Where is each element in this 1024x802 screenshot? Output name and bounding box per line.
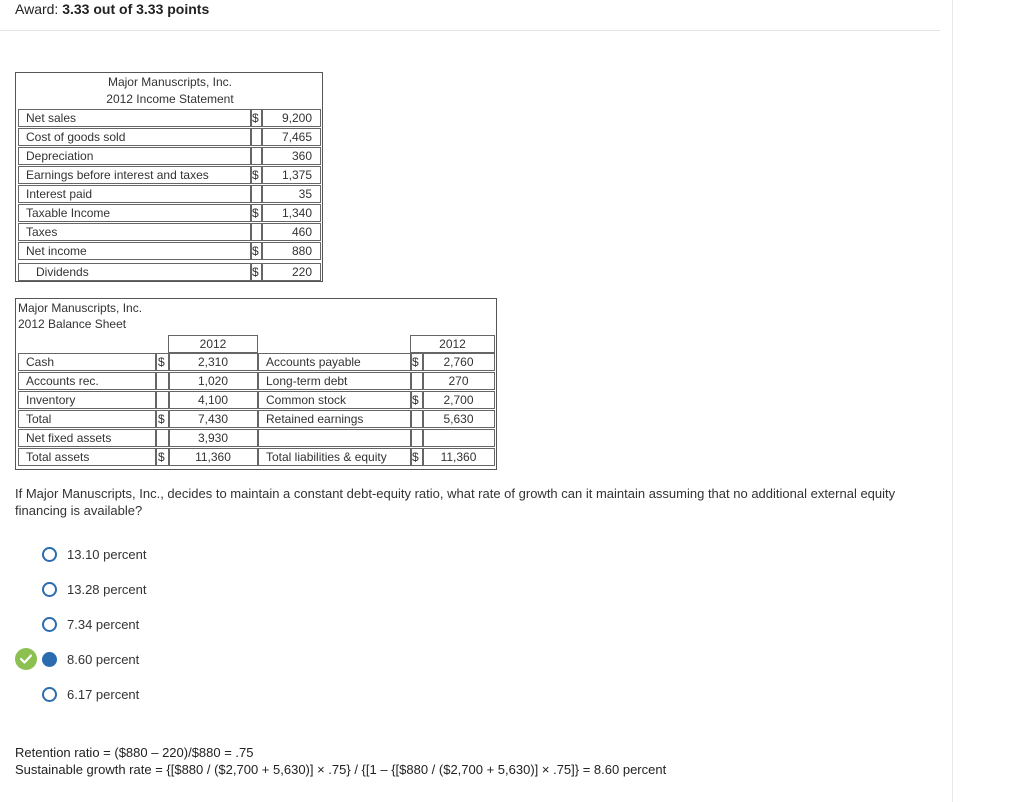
- asset-row-label: Total: [18, 410, 156, 428]
- answer-option[interactable]: [42, 579, 147, 599]
- asset-row-dollar: $: [156, 353, 170, 371]
- income-row-label: Dividends: [18, 263, 252, 281]
- asset-row-label: Inventory: [18, 391, 156, 409]
- liability-row-value: 2,700: [422, 391, 495, 409]
- income-row-dollar: $: [250, 166, 263, 184]
- radio-button[interactable]: [42, 582, 57, 597]
- asset-row-label: Total assets: [18, 448, 156, 466]
- income-row-value: 880: [261, 242, 321, 260]
- income-statement-company: Major Manuscripts, Inc.: [107, 75, 233, 89]
- balance-year-assets: 2012: [168, 335, 258, 353]
- income-row-value: 460: [261, 223, 321, 241]
- radio-button[interactable]: [42, 547, 57, 562]
- income-row-label: Cost of goods sold: [18, 128, 252, 146]
- award-value: 3.33 out of 3.33 points: [62, 1, 210, 17]
- header-divider: [0, 30, 940, 31]
- radio-button[interactable]: [42, 617, 57, 632]
- balance-sheet-company: Major Manuscripts, Inc.: [18, 301, 143, 315]
- answer-option-label: 13.10 percent: [67, 546, 147, 562]
- radio-button[interactable]: [42, 652, 57, 667]
- income-statement-title: 2012 Income Statement: [106, 92, 234, 106]
- asset-row-value: 2,310: [168, 353, 258, 371]
- liability-row-label: Accounts payable: [258, 353, 412, 371]
- liability-row-dollar: $: [410, 391, 424, 409]
- income-row-dollar: $: [250, 242, 263, 260]
- balance-sheet-table: [15, 298, 497, 470]
- income-row-label: Depreciation: [18, 147, 252, 165]
- balance-sheet-title: 2012 Balance Sheet: [18, 317, 127, 331]
- asset-row-value: 4,100: [168, 391, 258, 409]
- liability-row-label: Total liabilities & equity: [258, 448, 412, 466]
- question-text: If Major Manuscripts, Inc., decides to maintain a constant debt-equity ratio, what rate of growth can it maintain assuming that no additional external equity financing is available?: [15, 486, 896, 518]
- answer-option-label: 8.60 percent: [67, 651, 140, 667]
- balance-year-liabilities: 2012: [410, 335, 495, 353]
- income-row-value: 1,375: [261, 166, 321, 184]
- answer-option-label: 13.28 percent: [67, 581, 147, 597]
- income-row-value: 7,465: [261, 128, 321, 146]
- explanation-retention: Retention ratio = ($880 – 220)/$880 = .75: [15, 745, 254, 760]
- answer-option[interactable]: [42, 684, 139, 704]
- asset-row-value: 3,930: [168, 429, 258, 447]
- income-row-label: Taxable Income: [18, 204, 252, 222]
- income-row-value: 220: [261, 263, 321, 281]
- liability-row-value: 5,630: [422, 410, 495, 428]
- income-row-value: 35: [261, 185, 321, 203]
- answer-option[interactable]: [42, 614, 139, 634]
- asset-row-dollar: $: [156, 448, 170, 466]
- asset-row-label: Cash: [18, 353, 156, 371]
- answer-option-label: 6.17 percent: [67, 686, 140, 702]
- radio-button[interactable]: [42, 687, 57, 702]
- liability-row-dollar: $: [410, 353, 424, 371]
- income-row-value: 1,340: [261, 204, 321, 222]
- income-row-dollar: $: [250, 109, 263, 127]
- liability-row-label: Retained earnings: [258, 410, 412, 428]
- checkmark-icon: [15, 648, 37, 670]
- income-statement-table: [15, 72, 323, 282]
- answer-option[interactable]: [42, 544, 147, 564]
- liability-row-label: Long-term debt: [258, 372, 412, 390]
- income-row-dollar: $: [250, 204, 263, 222]
- income-row-value: 9,200: [261, 109, 321, 127]
- asset-row-dollar: $: [156, 410, 170, 428]
- award-line: [15, 1, 209, 17]
- asset-row-value: 7,430: [168, 410, 258, 428]
- explanation-growth: Sustainable growth rate = {[$880 / ($2,700 + 5,630)] × .75} / {[1 – {[$880 / ($2,700 + 5,630)] × .75]} = 8.60 percent: [15, 762, 667, 777]
- liability-row-value: 270: [422, 372, 495, 390]
- income-row-label: Net income: [18, 242, 252, 260]
- liability-row-label: Common stock: [258, 391, 412, 409]
- award-prefix: Award:: [15, 1, 59, 17]
- income-row-label: Interest paid: [18, 185, 252, 203]
- liability-row-value: 2,760: [422, 353, 495, 371]
- liability-row-label: [258, 429, 412, 447]
- income-row-value: 360: [261, 147, 321, 165]
- liability-row-dollar: $: [410, 448, 424, 466]
- asset-row-label: Accounts rec.: [18, 372, 156, 390]
- income-row-dollar: $: [250, 263, 263, 281]
- income-row-label: Taxes: [18, 223, 252, 241]
- right-panel-border: [952, 0, 953, 802]
- answer-option[interactable]: [42, 649, 139, 669]
- liability-row-value: 11,360: [422, 448, 495, 466]
- income-row-label: Net sales: [18, 109, 252, 127]
- liability-row-value: [422, 429, 495, 447]
- asset-row-value: 1,020: [168, 372, 258, 390]
- answer-option-label: 7.34 percent: [67, 616, 140, 632]
- asset-row-label: Net fixed assets: [18, 429, 156, 447]
- asset-row-value: 11,360: [168, 448, 258, 466]
- income-row-label: Earnings before interest and taxes: [18, 166, 252, 184]
